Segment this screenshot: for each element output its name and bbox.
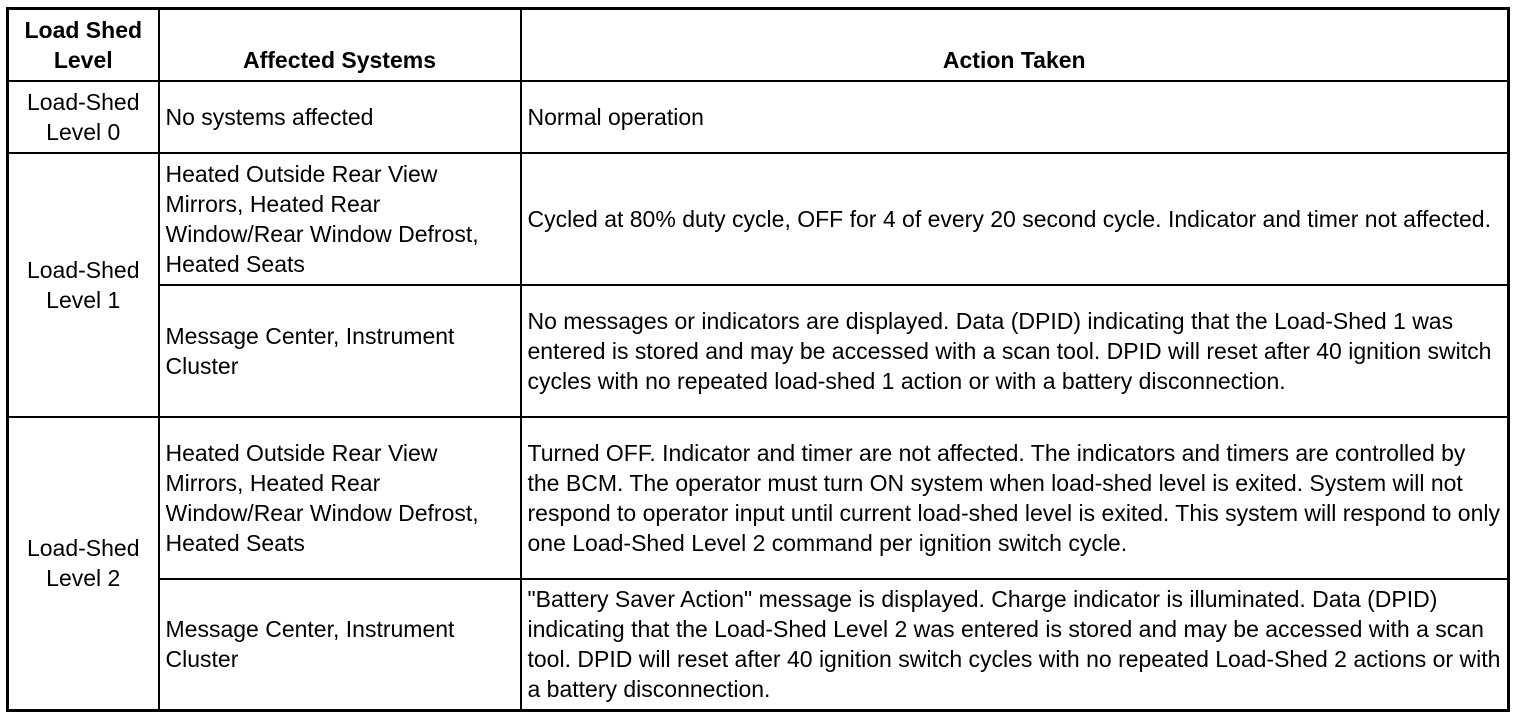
affected-systems-cell: Message Center, Instrument Cluster (159, 285, 521, 417)
action-taken-cell: Cycled at 80% duty cycle, OFF for 4 of every 20 second cycle. Indicator and timer not affected. (521, 153, 1509, 285)
level-cell: Load-Shed Level 0 (8, 81, 159, 153)
table-row (8, 153, 1509, 285)
affected-systems-cell: No systems affected (159, 81, 521, 153)
affected-systems-cell: Heated Outside Rear View Mirrors, Heated Rear Window/Rear Window Defrost, Heated Seats (159, 153, 521, 285)
level-cell: Load-Shed Level 1 (8, 153, 159, 417)
table-row (8, 579, 1509, 711)
action-taken-cell: Normal operation (521, 81, 1509, 153)
affected-systems-cell: Message Center, Instrument Cluster (159, 579, 521, 711)
level-cell: Load-Shed Level 2 (8, 417, 159, 711)
affected-systems-cell: Heated Outside Rear View Mirrors, Heated Rear Window/Rear Window Defrost, Heated Seats (159, 417, 521, 579)
load-shed-table (6, 7, 1510, 712)
action-taken-cell: No messages or indicators are displayed. Data (DPID) indicating that the Load-Shed 1 was entered is stored and may be accessed with a scan tool. DPID will reset after 40 ignition switch cycles with no repeated load-shed 1 action or with a battery disconnection. (521, 285, 1509, 417)
table-row (8, 417, 1509, 579)
table-row (8, 285, 1509, 417)
action-taken-cell: "Battery Saver Action" message is displayed. Charge indicator is illuminated. Data (DPID) indicating that the Load-Shed Level 2 was entered is stored and may be accessed with a scan tool. DPID will reset after 40 ignition switch cycles with no repeated Load-Shed 2 actions or with a battery disconnection. (521, 579, 1509, 711)
header-action-taken: Action Taken (521, 9, 1509, 81)
table-header-row (8, 9, 1509, 81)
table-row (8, 81, 1509, 153)
header-affected-systems: Affected Systems (159, 9, 521, 81)
action-taken-cell: Turned OFF. Indicator and timer are not affected. The indicators and timers are controlled by the BCM. The operator must turn ON system when load-shed level is exited. System will not respond to operator input until current load-shed level is exited. This system will respond to only one Load-Shed Level 2 command per ignition switch cycle. (521, 417, 1509, 579)
header-load-shed-level: Load Shed Level (8, 9, 159, 81)
